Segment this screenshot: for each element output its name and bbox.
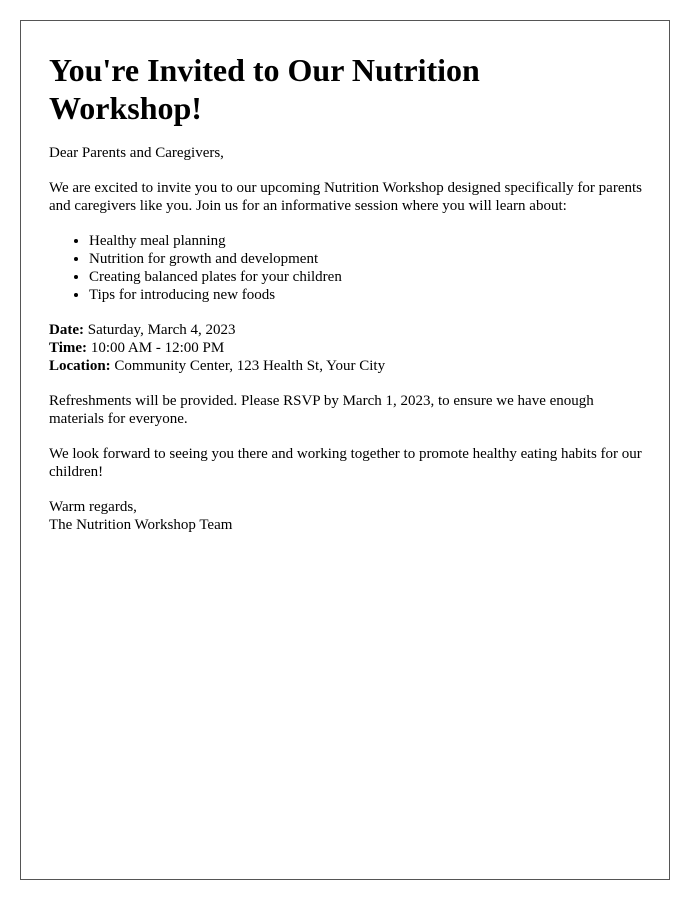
location-value: Community Center, 123 Health St, Your City bbox=[114, 358, 386, 374]
rsvp-paragraph: Refreshments will be provided. Please RSVP by March 1, 2023, to ensure we have enough materials for everyone. bbox=[49, 393, 594, 427]
letter-title: You're Invited to Our Nutrition Workshop! bbox=[49, 52, 480, 126]
invitation-letter bbox=[20, 20, 670, 880]
location-line bbox=[49, 357, 649, 375]
date-line bbox=[49, 321, 649, 339]
location-label: Location: bbox=[49, 358, 111, 374]
list-item: • Nutrition for growth and development bbox=[89, 250, 649, 268]
signoff-regards: Warm regards, bbox=[49, 499, 137, 515]
list-item: • Healthy meal planning bbox=[89, 232, 649, 250]
intro-paragraph: We are excited to invite you to our upcoming Nutrition Workshop designed specifically for parents and caregivers like you. Join us for an informative session where you will learn about: bbox=[49, 180, 642, 214]
date-label: Date: bbox=[49, 322, 84, 338]
signoff-team: The Nutrition Workshop Team bbox=[49, 517, 233, 533]
list-item: • Creating balanced plates for your children bbox=[89, 268, 649, 286]
closing-paragraph: We look forward to seeing you there and working together to promote healthy eating habits for our children! bbox=[49, 446, 642, 480]
time-value: 10:00 AM - 12:00 PM bbox=[90, 340, 225, 356]
list-item: • Tips for introducing new foods bbox=[89, 286, 649, 304]
topics-list bbox=[49, 232, 649, 304]
event-details bbox=[49, 321, 649, 375]
time-line bbox=[49, 339, 649, 357]
time-label: Time: bbox=[49, 340, 88, 356]
date-value: Saturday, March 4, 2023 bbox=[87, 322, 236, 338]
greeting: Dear Parents and Caregivers, bbox=[49, 145, 224, 161]
signoff bbox=[49, 498, 649, 534]
